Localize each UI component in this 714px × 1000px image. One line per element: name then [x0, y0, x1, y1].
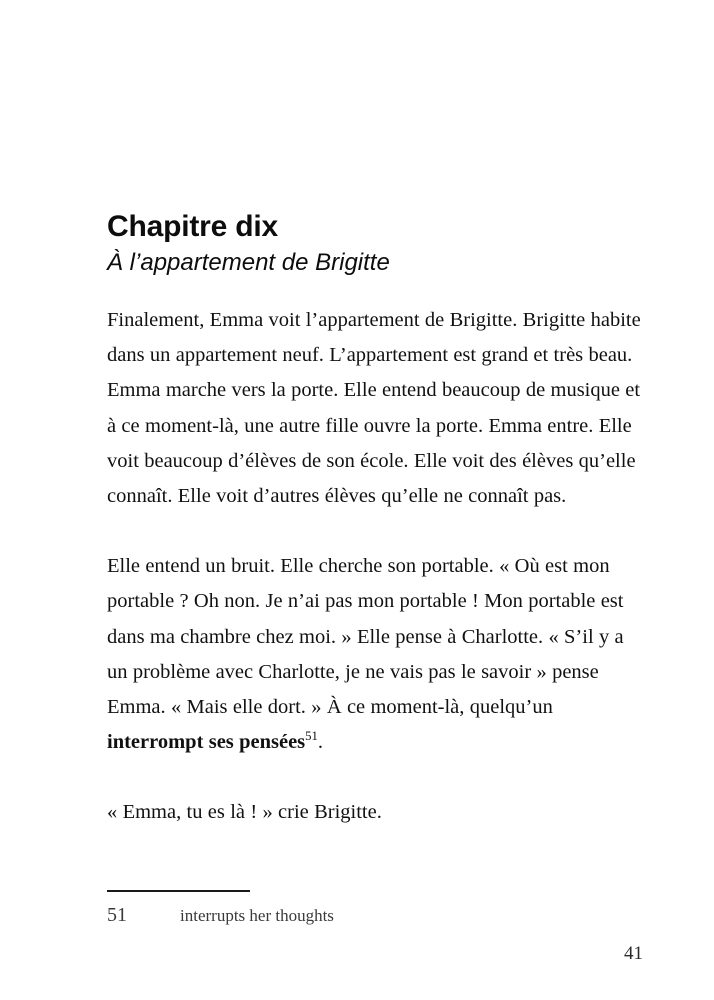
footnote-number: 51 [107, 904, 127, 926]
page-number: 41 [624, 943, 643, 964]
page-content [107, 0, 643, 831]
footnote-reference-marker[interactable]: 51 [305, 729, 318, 744]
chapter-title: Chapitre dix [107, 210, 278, 243]
chapter-subtitle: À l’appartement de Brigitte [107, 249, 390, 276]
footnote-text: interrupts her thoughts [180, 906, 334, 925]
body-paragraph-3: « Emma, tu es là ! » crie Brigitte. [107, 801, 382, 824]
body-paragraph-2 [107, 549, 643, 760]
footnote-entry [107, 904, 643, 927]
bold-vocabulary-term: interrompt ses pensées [107, 731, 306, 754]
body-text [107, 277, 643, 831]
body-paragraph-1: Finalement, Emma voit l’appartement de Brigitte. Brigitte habite dans un appartement neuf. L’appartement est grand et très beau. Emma marche vers la porte. Elle entend beaucoup de musique et à ce moment-là, une autre fille ouvre la porte. Emma entre. Elle voit beaucoup d’élèves de son école. Elle voit des élèves qu’elle connaît. Elle voit d’autres élèves qu’elle ne connaît pas. [107, 309, 641, 508]
footnote-area [107, 890, 643, 927]
paragraph-2-text-after-bold: . [317, 731, 323, 754]
paragraph-2-text-before-bold: Elle entend un bruit. Elle cherche son portable. « Où est mon portable ? Oh non. Je n’ai pas mon portable ! Mon portable est dans ma chambre chez moi. » Elle pense à Charlotte. « S’il y a un problème avec Charlotte, je ne vais pas le savoir » pense Emma. « Mais elle dort. » À ce moment-là, quelqu’un [107, 555, 624, 719]
footnote-separator-rule [107, 890, 250, 892]
